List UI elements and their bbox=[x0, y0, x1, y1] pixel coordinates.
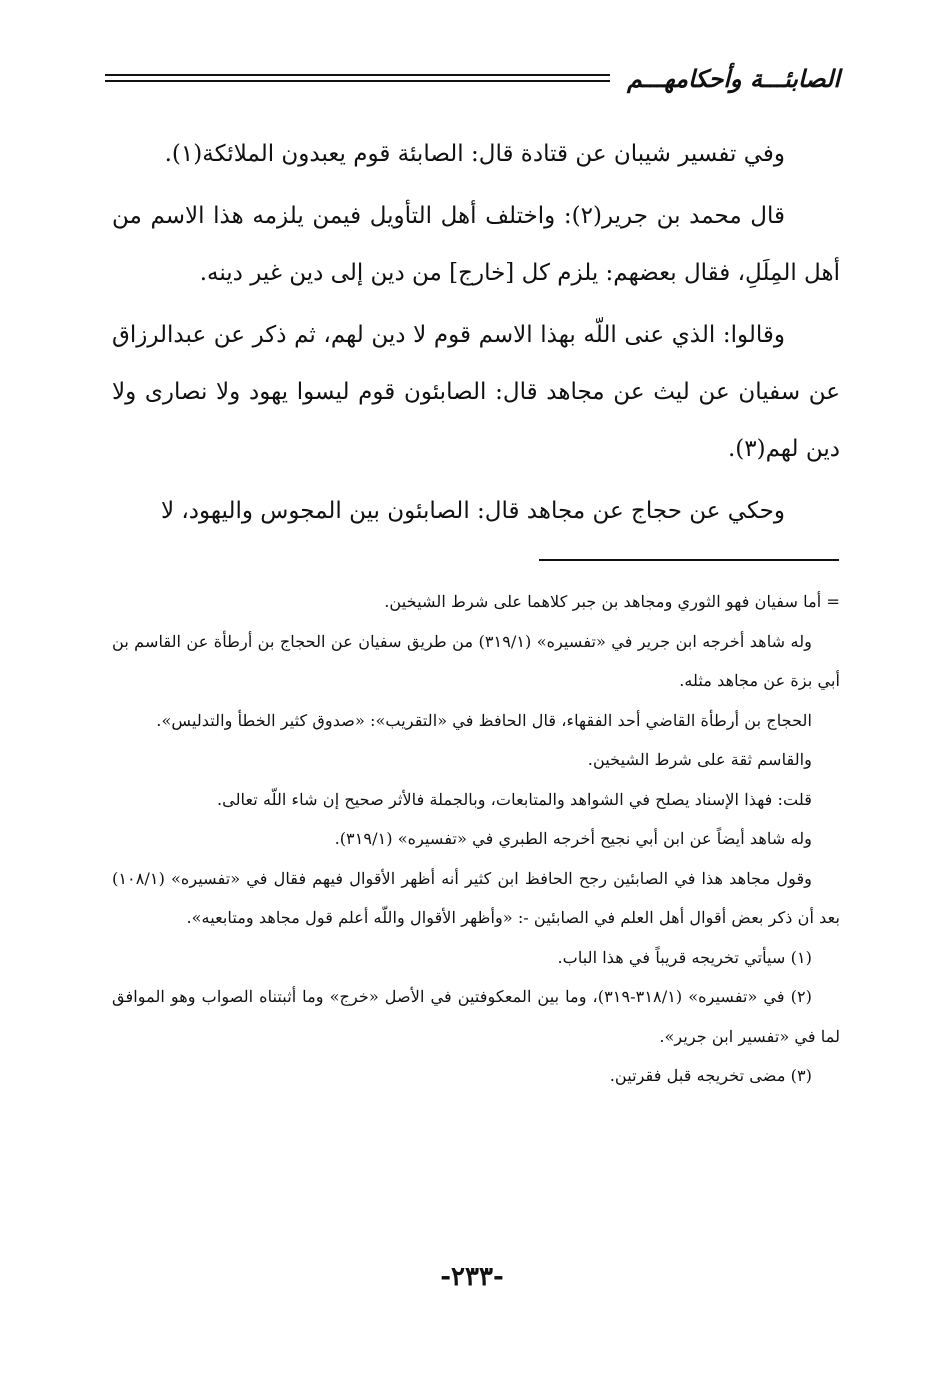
running-title: الصابئـــة وأحكامهـــم bbox=[627, 64, 840, 93]
footnote-paragraph: وقول مجاهد هذا في الصابئين رجح الحافظ ابن كثير أنه أظهر الأقوال فيهم فقال في «تفسيره» (١٠٨/١) بعد أن ذكر بعض أقوال أهل العلم في الصابئين -: «وأظهر الأقوال واللّه أعلم قول مجاهد ومتابعيه». bbox=[112, 868, 840, 927]
footnote-paragraph: والقاسم ثقة على شرط الشيخين. bbox=[587, 750, 812, 769]
footnote-paragraph: وله شاهد أخرجه ابن جرير في «تفسيره» (٣١٩/١) من طريق سفيان عن الحجاج بن أرطأة عن القاسم بن أبي بزة عن مجاهد مثله. bbox=[112, 631, 840, 690]
footnote-separator bbox=[539, 559, 839, 561]
footnote-paragraph: الحجاج بن أرطأة القاضي أحد الفقهاء، قال الحافظ في «التقريب»: «صدوق كثير الخطأ والتدليس». bbox=[156, 710, 812, 730]
footnote-paragraph: وله شاهد أيضاً عن ابن أبي نجيح أخرجه الطبري في «تفسيره» (٣١٩/١). bbox=[334, 829, 812, 848]
main-text bbox=[112, 126, 840, 540]
body-paragraph: وقالوا: الذي عنى اللّه بهذا الاسم قوم لا دين لهم، ثم ذكر عن عبدالرزاق عن سفيان عن ليث عن مجاهد قال: الصابئون قوم ليسوا يهود ولا نصارى ولا دين لهم(٣). bbox=[112, 322, 840, 462]
footnote-2: (٢) في «تفسيره» (٣١٨/١-٣١٩)، وما بين المعكوفتين في الأصل «خرج» وما أثبتناه الصواب وهو الموافق لما في «تفسير ابن جرير». bbox=[112, 987, 840, 1046]
page-number: -٢٣٣- bbox=[440, 1262, 504, 1292]
footnotes bbox=[112, 582, 840, 1096]
footnote-3: (٣) مضى تخريجه قبل فقرتين. bbox=[609, 1066, 812, 1085]
body-paragraph: قال محمد بن جرير(٢): واختلف أهل التأويل فيمن يلزمه هذا الاسم من أهل المِلَلِ، فقال بعضهم: يلزم كل [خارج] من دين إلى دين غير دينه. bbox=[112, 203, 840, 286]
footnote-paragraph: = أما سفيان فهو الثوري ومجاهد بن جبر كلاهما على شرط الشيخين. bbox=[384, 592, 840, 611]
body-paragraph: وحكي عن حجاج عن مجاهد قال: الصابئون بين المجوس واليهود، لا bbox=[160, 498, 785, 524]
footnote-paragraph: قلت: فهذا الإسناد يصلح في الشواهد والمتابعات، وبالجملة فالأثر صحيح إن شاء اللّه تعالى. bbox=[216, 789, 812, 809]
footnote-1: (١) سيأتي تخريجه قريباً في هذا الباب. bbox=[557, 947, 812, 967]
body-paragraph: وفي تفسير شيبان عن قتادة قال: الصابئة قوم يعبدون الملائكة(١). bbox=[164, 141, 785, 167]
header-double-rule bbox=[105, 74, 610, 82]
running-header bbox=[105, 62, 840, 102]
